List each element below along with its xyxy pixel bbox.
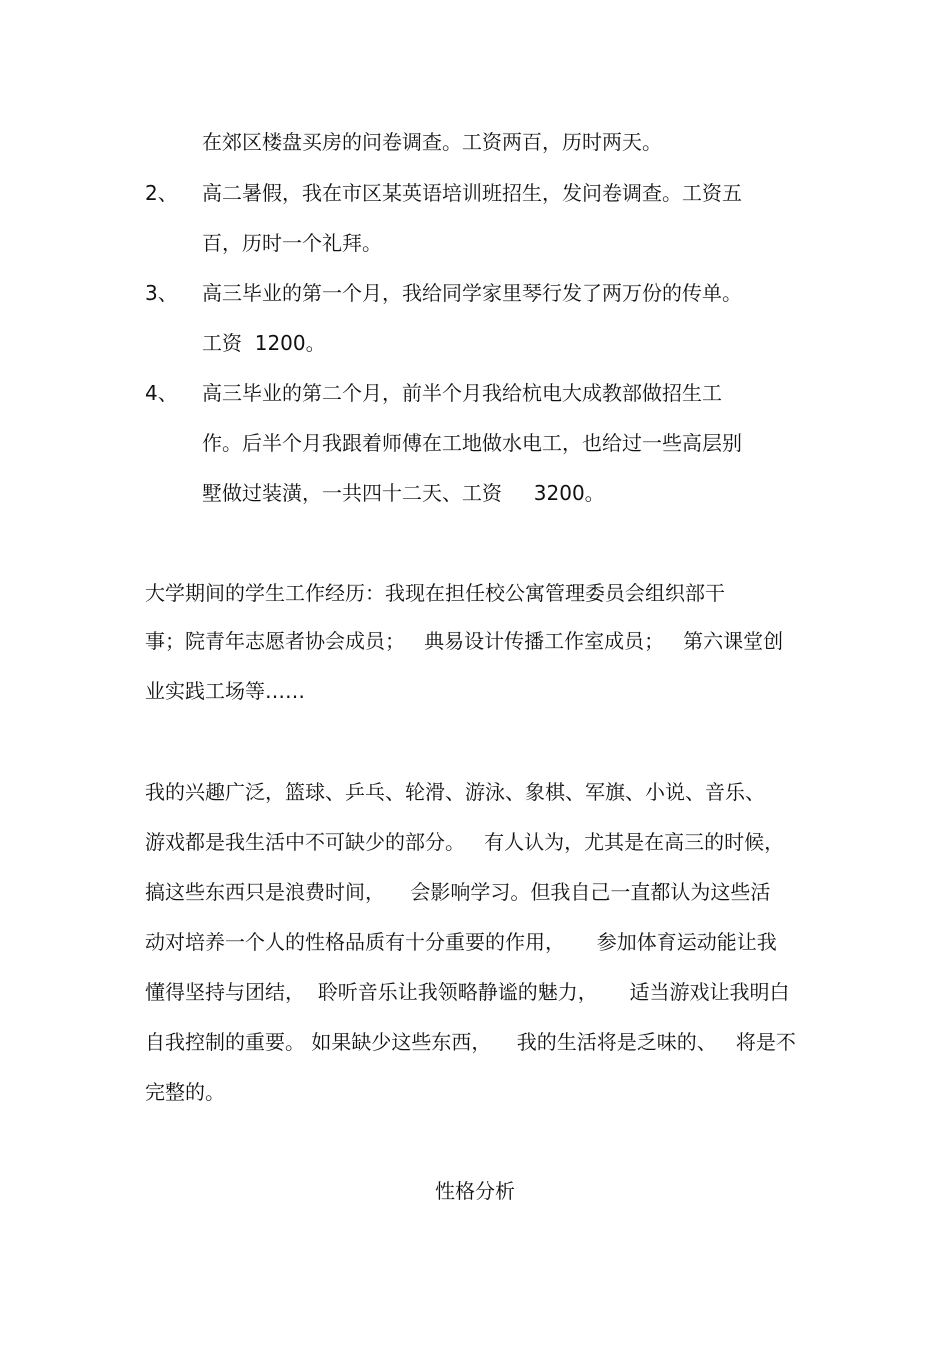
list-item-2-line-1: 高二暑假，我在市区某英语培训班招生，发问卷调查。工资五: [202, 181, 742, 205]
list-item-4-line-1: 高三毕业的第二个月，前半个月我给杭电大成教部做招生工: [202, 381, 722, 405]
hobbies-line-4: 动对培养一个人的性格品质有十分重要的作用， 参加体育运动能让我: [145, 930, 777, 954]
hobbies-line-7: 完整的。: [145, 1080, 225, 1104]
list-item-3-line-2: 工资 1200。: [202, 331, 326, 355]
list-item-4-number: 4、: [145, 381, 178, 405]
list-item-1-continuation: 在郊区楼盘买房的问卷调查。工资两百，历时两天。: [202, 130, 662, 154]
student-work-line-2: 事；院青年志愿者协会成员； 典易设计传播工作室成员； 第六课堂创: [145, 629, 784, 653]
list-item-3-line-1: 高三毕业的第一个月，我给同学家里琴行发了两万份的传单。: [202, 281, 742, 305]
hobbies-line-3: 搞这些东西只是浪费时间， 会影响学习。但我自己一直都认为这些活: [145, 880, 771, 904]
hobbies-line-5: 懂得坚持与团结， 聆听音乐让我领略静谧的魅力， 适当游戏让我明白: [145, 980, 790, 1004]
list-item-2-number: 2、: [145, 181, 178, 205]
list-item-4-line-2: 作。后半个月我跟着师傅在工地做水电工，也给过一些高层别: [202, 431, 742, 455]
hobbies-line-6: 自我控制的重要。 如果缺少这些东西， 我的生活将是乏味的、 将是不: [145, 1030, 796, 1054]
hobbies-line-2: 游戏都是我生活中不可缺少的部分。 有人认为，尤其是在高三的时候，: [145, 830, 785, 854]
student-work-line-3: 业实践工场等……: [145, 679, 305, 703]
list-item-3-number: 3、: [145, 281, 178, 305]
list-item-2-line-2: 百，历时一个礼拜。: [202, 231, 382, 255]
student-work-line-1: 大学期间的学生工作经历：我现在担任校公寓管理委员会组织部干: [145, 581, 725, 605]
list-item-4-line-3: 墅做过装潢，一共四十二天、工资 3200。: [202, 481, 605, 505]
section-heading: 性格分析: [435, 1179, 515, 1203]
hobbies-line-1: 我的兴趣广泛，篮球、乒乓、轮滑、游泳、象棋、军旗、小说、音乐、: [145, 780, 765, 804]
